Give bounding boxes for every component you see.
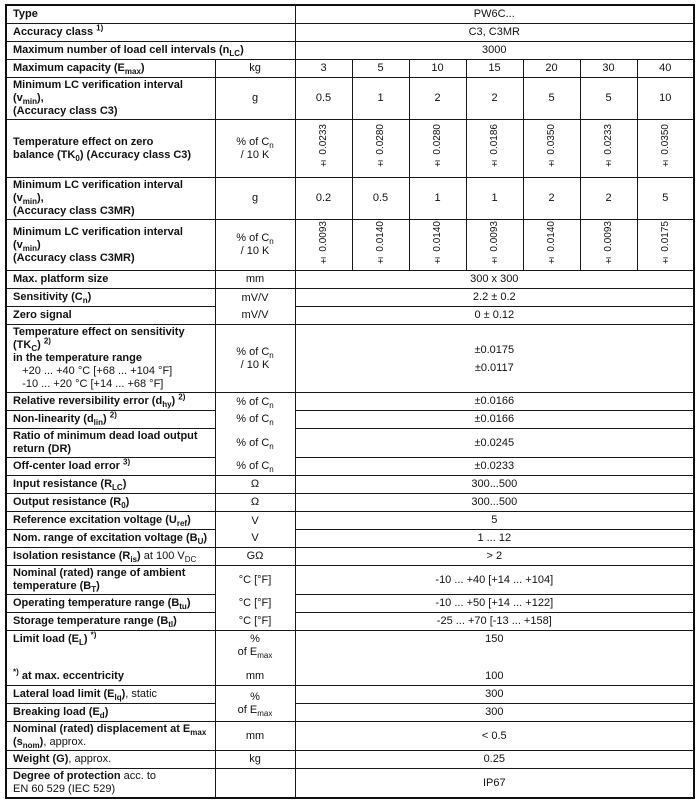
spec-value: 2.2 ± 0.2: [295, 289, 694, 307]
spec-label: Input resistance $(R_{LC})$: [6, 476, 215, 494]
row-degree-of-protection: [6, 769, 694, 799]
spec-value: 20: [523, 60, 580, 78]
spec-value: C3, C3MR: [295, 24, 694, 42]
spec-value: 2: [466, 78, 523, 120]
spec-value: 10: [409, 60, 466, 78]
spec-value: ± 0.0233: [295, 120, 352, 178]
spec-unit: mV/V: [215, 289, 295, 307]
row-lateral-load-limit: [6, 686, 694, 704]
spec-value: 0.25: [295, 751, 694, 769]
row-weight: [6, 751, 694, 769]
spec-unit: mV/V: [215, 307, 295, 325]
spec-value: 1: [352, 78, 409, 120]
limit-load-unit: % of $E_{max}$: [237, 633, 273, 661]
spec-label: Type: [6, 5, 295, 24]
spec-label: Accuracy class $^{1)}$: [6, 24, 295, 42]
spec-label: [6, 631, 215, 686]
spec-value: ± 0.0140: [352, 220, 409, 271]
limit-load-label: Limit load $(E_L)$ *): [13, 630, 97, 648]
spec-unit: % of $C_n$: [215, 411, 295, 429]
row-operating-temperature-range: [6, 595, 694, 613]
spec-value: IP67: [295, 769, 694, 799]
spec-value: 5: [295, 512, 694, 530]
spec-label: Storage temperature range $(B_{tl})$: [6, 613, 215, 631]
spec-value: 15: [466, 60, 523, 78]
spec-value: ± 0.0186: [466, 120, 523, 178]
spec-unit: % of $C_n$: [215, 393, 295, 411]
spec-value: < 0.5: [295, 722, 694, 751]
spec-table: [5, 4, 695, 799]
spec-value: ± 0.0280: [409, 120, 466, 178]
spec-value: ± 0.0140: [409, 220, 466, 271]
spec-value: 0.2: [295, 178, 352, 220]
row-type: [6, 5, 694, 24]
spec-label: Nominal (rated) range of ambient temperature $(B_T)$: [6, 566, 215, 595]
row-temp-effect-sensitivity: [6, 325, 694, 393]
row-temp-effect-zero-balance: [6, 120, 694, 178]
row-reference-excitation-voltage: [6, 512, 694, 530]
row-accuracy-class: [6, 24, 694, 42]
spec-label: Lateral load limit $(E_{lq})$, static: [6, 686, 215, 704]
row-platform-size: [6, 271, 694, 289]
spec-value: ± 0.0140: [523, 220, 580, 271]
spec-value: ± 0.0280: [352, 120, 409, 178]
spec-value: ±0.0233: [295, 458, 694, 476]
spec-value: 5: [637, 178, 694, 220]
spec-unit: V: [215, 512, 295, 530]
spec-value: -25 ... +70 [-13 ... +158]: [295, 613, 694, 631]
spec-label: Reference excitation voltage $(U_{ref})$: [6, 512, 215, 530]
spec-label: Temperature effect on zero balance $(TK_0)$ (Accuracy class C3): [6, 120, 215, 178]
limit-load-value: 150: [485, 633, 504, 646]
spec-unit: mm: [215, 722, 295, 751]
spec-value: 5: [352, 60, 409, 78]
spec-value: 0.5: [352, 178, 409, 220]
spec-value: 10: [637, 78, 694, 120]
spec-value: ± 0.0233: [580, 120, 637, 178]
spec-unit: Ω: [215, 476, 295, 494]
spec-label: Isolation resistance $(R_{is})$ at 100 $V_{DC}$: [6, 548, 215, 566]
spec-label: Temperature effect on sensitivity $(TK_C)$ $^{2)}$ in the temperature range +20 ... +40 °C [+68 ... +104 °F] -10 ... +20 °C [+14 ... +68 °F]: [6, 325, 215, 393]
spec-value: 2: [409, 78, 466, 120]
spec-unit: % of $C_n$ / 10 K: [215, 325, 295, 393]
spec-unit: mm: [215, 271, 295, 289]
spec-value: [295, 631, 694, 686]
spec-value: 2: [580, 178, 637, 220]
spec-label: Ratio of minimum dead load output return (DR): [6, 429, 215, 458]
spec-value: 30: [580, 60, 637, 78]
row-input-resistance: [6, 476, 694, 494]
spec-label: Operating temperature range $(B_{tu})$: [6, 595, 215, 613]
spec-value: 40: [637, 60, 694, 78]
spec-unit: [215, 769, 295, 799]
row-storage-temperature-range: [6, 613, 694, 631]
spec-value: ±0.0166: [295, 411, 694, 429]
row-ambient-temperature-range: [6, 566, 694, 595]
spec-value: ± 0.0093: [466, 220, 523, 271]
spec-unit: kg: [215, 60, 295, 78]
spec-label: Nominal (rated) displacement at $E_{max}$ $(s_{nom})$, approx.: [6, 722, 215, 751]
spec-unit: % of $C_n$: [215, 458, 295, 476]
row-output-resistance: [6, 494, 694, 512]
spec-value: 3: [295, 60, 352, 78]
spec-value: ± 0.0093: [580, 220, 637, 271]
row-dead-load-output-return: [6, 429, 694, 458]
spec-unit: °C [°F]: [215, 595, 295, 613]
eccentricity-value: 100: [485, 670, 504, 683]
spec-label: Maximum number of load cell intervals $(n_{LC})$: [6, 42, 295, 60]
spec-value: 300 x 300: [295, 271, 694, 289]
spec-value: ±0.0175 ±0.0117: [295, 325, 694, 393]
spec-value: 300...500: [295, 494, 694, 512]
spec-label: Sensitivity $(C_n)$: [6, 289, 215, 307]
row-zero-signal: [6, 307, 694, 325]
spec-value: ± 0.0350: [523, 120, 580, 178]
spec-value: PW6C...: [295, 5, 694, 24]
spec-value: 300: [295, 686, 694, 704]
row-min-verification-c3mr-g: [6, 178, 694, 220]
spec-label: Degree of protection acc. to EN 60 529 (IEC 529): [6, 769, 215, 799]
spec-unit: % of $E_{max}$: [215, 686, 295, 722]
spec-label: Nom. range of excitation voltage $(B_U)$: [6, 530, 215, 548]
row-excitation-voltage-range: [6, 530, 694, 548]
spec-value: 1: [409, 178, 466, 220]
spec-label: Weight (G), approx.: [6, 751, 215, 769]
row-off-center-load-error: [6, 458, 694, 476]
row-isolation-resistance: [6, 548, 694, 566]
spec-value: 0 ± 0.12: [295, 307, 694, 325]
spec-unit: V: [215, 530, 295, 548]
spec-value: > 2: [295, 548, 694, 566]
spec-unit: °C [°F]: [215, 613, 295, 631]
spec-unit: [215, 631, 295, 686]
eccentricity-note: *) at max. eccentricity: [13, 667, 124, 683]
spec-value: 3000: [295, 42, 694, 60]
spec-value: 300...500: [295, 476, 694, 494]
spec-unit: % of $C_n$ / 10 K: [215, 120, 295, 178]
spec-unit: Ω: [215, 494, 295, 512]
row-non-linearity: [6, 411, 694, 429]
row-limit-load: [6, 631, 694, 686]
row-min-verification-c3: [6, 78, 694, 120]
spec-value: 5: [580, 78, 637, 120]
spec-unit: kg: [215, 751, 295, 769]
spec-label: Max. platform size: [6, 271, 215, 289]
spec-unit: GΩ: [215, 548, 295, 566]
spec-value: ± 0.0175: [637, 220, 694, 271]
spec-label: Minimum LC verification interval $(v_{min})$ (Accuracy class C3MR): [6, 220, 215, 271]
spec-unit: g: [215, 178, 295, 220]
row-maximum-capacity: [6, 60, 694, 78]
spec-label: Minimum LC verification interval $(v_{min})$, (Accuracy class C3MR): [6, 178, 215, 220]
eccentricity-unit: mm: [245, 670, 265, 683]
row-load-cell-intervals: [6, 42, 694, 60]
row-min-verification-c3mr-pct: [6, 220, 694, 271]
spec-unit: % of $C_n$ / 10 K: [215, 220, 295, 271]
spec-label: Non-linearity $(d_{lin})$ $^{2)}$: [6, 411, 215, 429]
spec-value: ±0.0166: [295, 393, 694, 411]
spec-label: Minimum LC verification interval $(v_{min})$, (Accuracy class C3): [6, 78, 215, 120]
spec-unit: % of $C_n$: [215, 429, 295, 458]
spec-unit: °C [°F]: [215, 566, 295, 595]
spec-label: Zero signal: [6, 307, 215, 325]
spec-value: ±0.0245: [295, 429, 694, 458]
spec-value: 2: [523, 178, 580, 220]
spec-unit: g: [215, 78, 295, 120]
spec-value: 0.5: [295, 78, 352, 120]
spec-value: ± 0.0350: [637, 120, 694, 178]
row-breaking-load: [6, 704, 694, 722]
spec-value: 1: [466, 178, 523, 220]
spec-label: Output resistance $(R_0)$: [6, 494, 215, 512]
row-sensitivity: [6, 289, 694, 307]
spec-value: ± 0.0093: [295, 220, 352, 271]
spec-value: -10 ... +50 [+14 ... +122]: [295, 595, 694, 613]
spec-value: -10 ... +40 [+14 ... +104]: [295, 566, 694, 595]
spec-label: Off-center load error $^{3)}$: [6, 458, 215, 476]
spec-label: Maximum capacity $(E_{max})$: [6, 60, 215, 78]
row-reversibility-error: [6, 393, 694, 411]
spec-value: 300: [295, 704, 694, 722]
spec-value: 5: [523, 78, 580, 120]
spec-label: Breaking load $(E_d)$: [6, 704, 215, 722]
spec-label: Relative reversibility error $(d_{hy})$ $^{2)}$: [6, 393, 215, 411]
spec-value: 1 ... 12: [295, 530, 694, 548]
row-nominal-displacement: [6, 722, 694, 751]
